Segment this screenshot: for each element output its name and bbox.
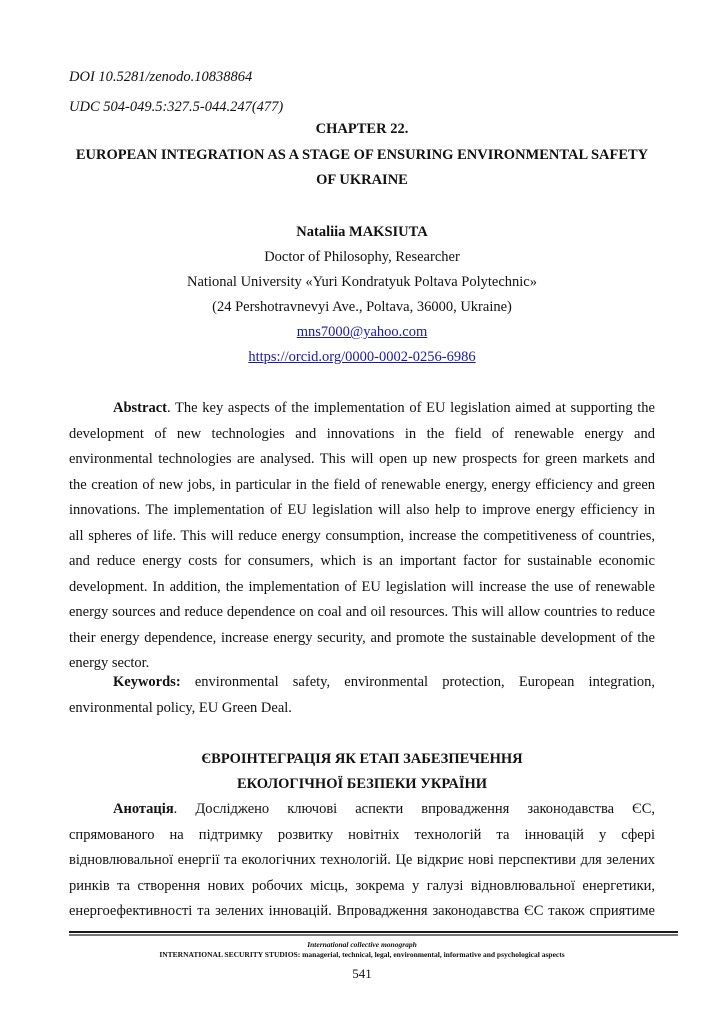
ukrainian-title-line-2: ЕКОЛОГІЧНОЇ БЕЗПЕКИ УКРАЇНИ [236,776,488,792]
chapter-title-line-1: EUROPEAN INTEGRATION AS A STAGE OF ENSURING ENVIRONMENTAL SAFETY [75,147,649,163]
abstract-en-line: their energy dependence, increase energy security, and promote the sustainable development of the [69,629,655,646]
author-orcid-row [0,348,724,366]
author-email-row [0,323,724,341]
abstract-en-line: all spheres of life. This will reduce energy consumption, increase the competitiveness of countries, [69,527,655,544]
abstract-uk-label: Анотація [113,801,174,817]
abstract-uk-line: Анотація. Досліджено ключові аспекти впровадження законодавства ЄС, [113,801,655,817]
keywords-en-label: Keywords: [113,674,181,690]
author-name: Nataliia MAKSIUTA [296,224,428,240]
page-number: 541 [352,966,372,981]
abstract-en-line: development of new technologies and innovations in the field of renewable energy and [69,425,655,442]
abstract-en [69,396,655,677]
abstract-en-line: innovations. The implementation of EU legislation will also help to improve energy efficiency in [69,502,655,518]
footer-divider [69,931,678,936]
abstract-en-line: energy sources and reduce dependence on coal and oil resources. This will allow countries to reduce [69,604,655,620]
author-orcid-link[interactable]: https://orcid.org/0000-0002-0256-6986 [248,349,476,365]
keywords-en [69,670,655,721]
abstract-en-line: energy sector. [69,655,150,671]
abstract-uk-line: енергоефективності та зелених інновацій. Впровадження законодавства ЄС також сприятиме [69,903,655,919]
abstract-uk-line: відновлювальної енергії та екологічних технологій. Це відкриє нові перспективи для зелених [69,852,655,868]
abstract-en-line: the creation of new jobs, in particular in the field of renewable energy, energy efficiency and green [69,476,655,493]
author-affiliation: National University «Yuri Kondratyuk Poltava Polytechnic» [187,274,537,290]
footer-series: International collective monograph [307,940,417,949]
ukrainian-title-line-1: ЄВРОІНТЕГРАЦІЯ ЯК ЕТАП ЗАБЕЗПЕЧЕННЯ [201,751,523,767]
abstract-en-line: environmental technologies are analysed. This will open up new prospects for green markets and [69,451,655,467]
abstract-uk-line: спрямованого на підтримку розвитку новітніх технологій та інновацій у сфері [69,826,655,843]
abstract-en-line: Abstract. The key aspects of the implementation of EU legislation aimed at supporting the [113,400,655,416]
footer-divider-light [69,934,678,936]
chapter-number: CHAPTER 22. [315,121,409,137]
footer-divider-dark [69,931,678,933]
udc-line: UDC 504-049.5:327.5-044.247(477) [69,99,284,115]
keywords-en-line: Keywords: environmental safety, environmental protection, European integration, [113,674,655,690]
keywords-en-line: environmental policy, EU Green Deal. [69,699,292,716]
author-degree: Doctor of Philosophy, Researcher [264,249,460,265]
abstract-uk-line: ринків та створення нових робочих місць, зокрема у галузі відновлювальної енергетики, [69,877,655,894]
author-address: (24 Pershotravnevyi Ave., Poltava, 36000, Ukraine) [212,299,512,315]
footer-monograph-title: INTERNATIONAL SECURITY STUDIOS: managerial, technical, legal, environmental, informative and psychological aspects [159,950,565,959]
abstract-en-line: development. In addition, the implementation of EU legislation will increase the use of renewable [69,578,655,595]
chapter-title-line-2: OF UKRAINE [316,172,408,188]
doi-line: DOI 10.5281/zenodo.10838864 [69,69,253,85]
abstract-en-line: and reduce energy costs for consumers, which is an important factor for sustainable economic [69,553,655,569]
abstract-uk [69,797,655,925]
abstract-en-label: Abstract [113,400,167,416]
author-email-link[interactable]: mns7000@yahoo.com [296,324,428,340]
